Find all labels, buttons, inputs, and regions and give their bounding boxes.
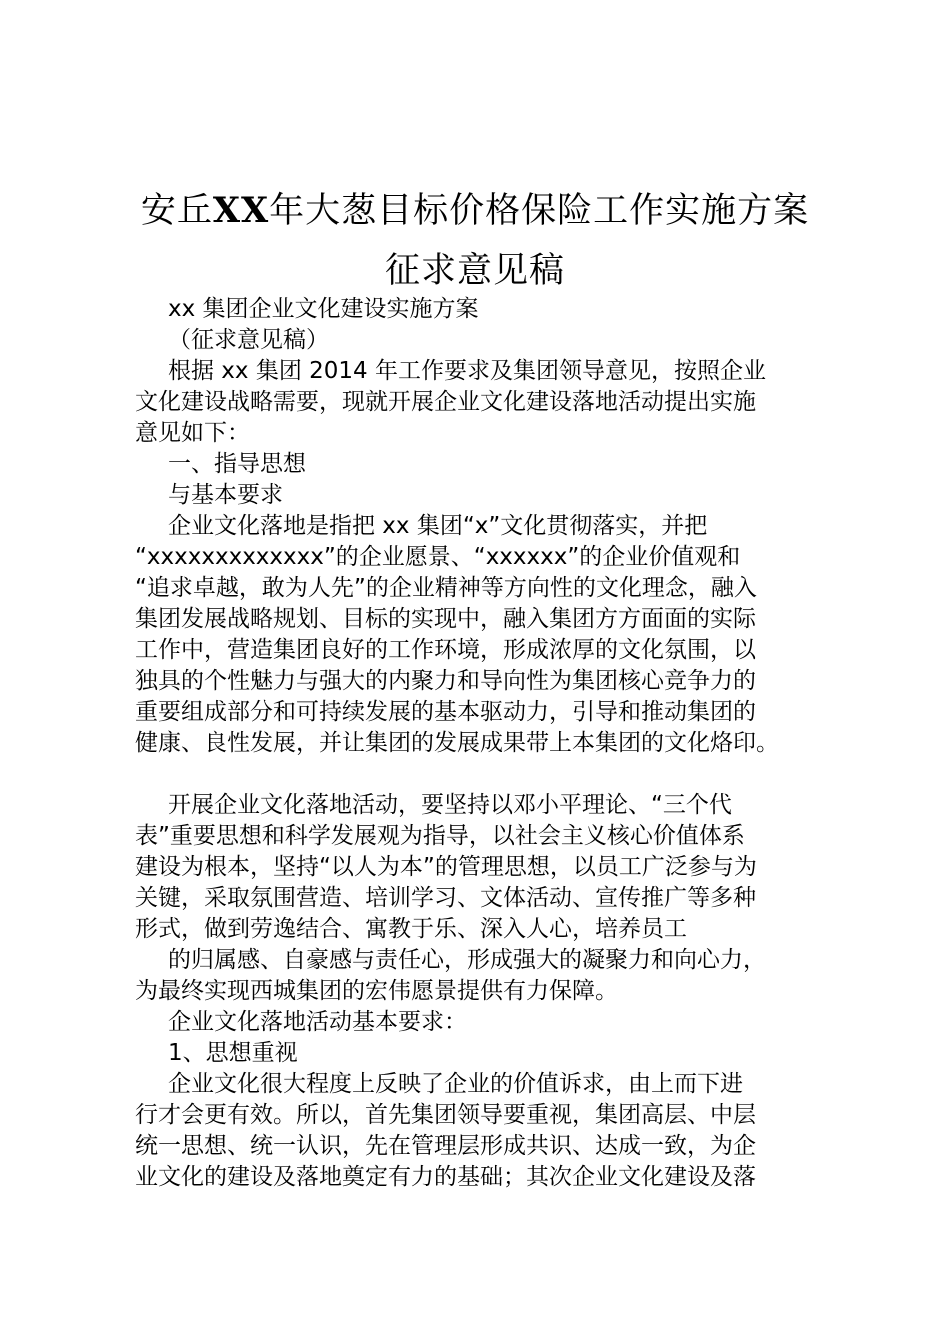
paragraph-line: 根据 xx 集团 2014 年工作要求及集团领导意见，按照企业: [168, 358, 766, 384]
paragraph-line: 独具的个性魅力与强大的内聚力和导向性为集团核心竞争力的: [135, 668, 756, 694]
paragraph-line: 形式，做到劳逸结合、寓教于乐、深入人心，培养员工: [135, 916, 687, 942]
paragraph-line: 统一思想、统一认识，先在管理层形成共识、达成一致，为企: [135, 1133, 756, 1159]
paragraph-line: “xxxxxxxxxxxxx”的企业愿景、“xxxxxx”的企业价值观和: [135, 544, 741, 570]
subtitle-line: xx 集团企业文化建设实施方案: [168, 296, 479, 322]
paragraph-line: 关键，采取氛围营造、培训学习、文体活动、宣传推广等多种: [135, 885, 756, 911]
paragraph-spacer: [135, 759, 835, 790]
section-heading: 企业文化落地活动基本要求：: [168, 1009, 467, 1035]
paragraph-line: “追求卓越，敢为人先”的企业精神等方向性的文化理念，融入: [135, 575, 757, 601]
paragraph-line: 重要组成部分和可持续发展的基本驱动力，引导和推动集团的: [135, 699, 756, 725]
paragraph-line: 表”重要思想和科学发展观为指导，以社会主义核心价值体系: [135, 823, 745, 849]
paragraph-line: 企业文化很大程度上反映了企业的价值诉求，由上而下进: [168, 1071, 743, 1097]
paragraph-line: 企业文化落地是指把 xx 集团“x”文化贯彻落实，并把: [168, 513, 708, 539]
paragraph-line: 建设为根本，坚持“以人为本”的管理思想，以员工广泛参与为: [135, 854, 757, 880]
section-heading: 1、思想重视: [168, 1040, 298, 1066]
document-body: [135, 294, 835, 1193]
subtitle-note: （征求意见稿）: [168, 327, 329, 353]
section-heading: 与基本要求: [168, 482, 283, 508]
paragraph-line: 集团发展战略规划、目标的实现中，融入集团方方面面的实际: [135, 606, 756, 632]
paragraph-line: 开展企业文化落地活动，要坚持以邓小平理论、“三个代: [168, 792, 732, 818]
document-title-line-1: [0, 183, 950, 233]
section-heading: 一、指导思想: [168, 451, 306, 477]
paragraph-line: 行才会更有效。所以，首先集团领导要重视，集团高层、中层: [135, 1102, 756, 1128]
paragraph-line: 为最终实现西城集团的宏伟愿景提供有力保障。: [135, 978, 618, 1004]
title-latin: XX: [212, 190, 270, 231]
paragraph-line: 健康、良性发展，并让集团的发展成果带上本集团的文化烙印。: [135, 730, 779, 756]
title-suffix: 年大葱目标价格保险工作实施方案: [269, 191, 810, 231]
title-prefix: 安丘: [140, 191, 213, 231]
document-title-line-2: 征求意见稿: [384, 251, 565, 291]
paragraph-line: 文化建设战略需要，现就开展企业文化建设落地活动提出实施: [135, 389, 756, 415]
paragraph-line: 工作中，营造集团良好的工作环境，形成浓厚的文化氛围，以: [135, 637, 756, 663]
paragraph-line: 的归属感、自豪感与责任心，形成强大的凝聚力和向心力，: [168, 947, 766, 973]
paragraph-line: 意见如下：: [135, 420, 250, 446]
paragraph-line: 业文化的建设及落地奠定有力的基础；其次企业文化建设及落: [135, 1164, 756, 1190]
